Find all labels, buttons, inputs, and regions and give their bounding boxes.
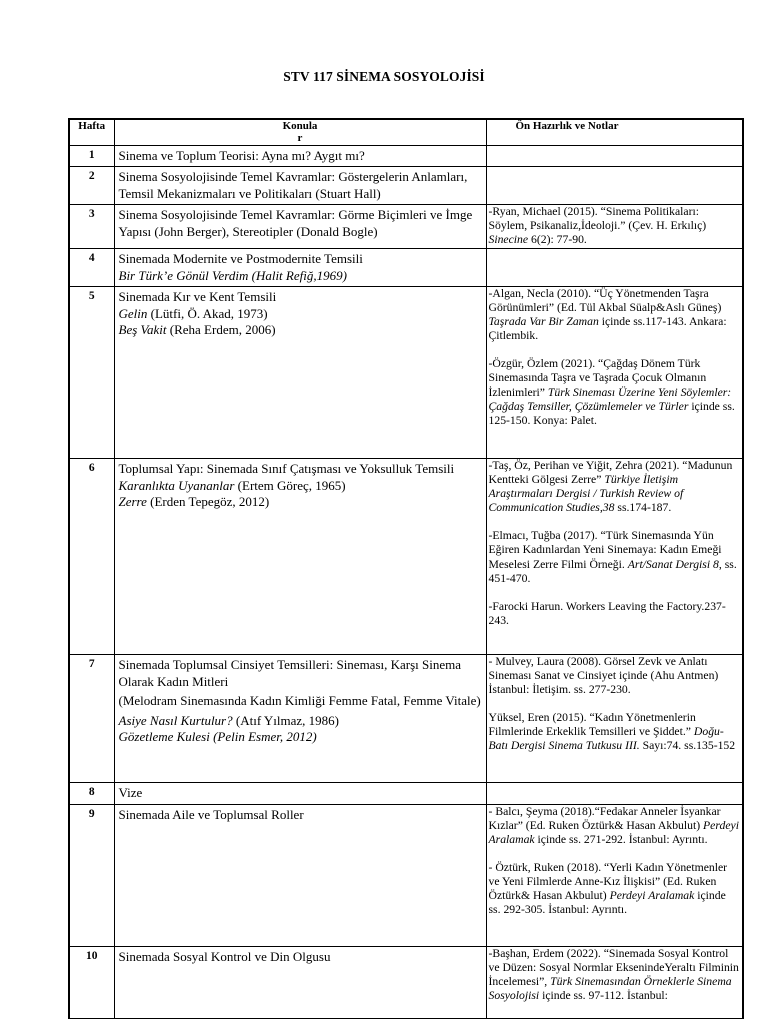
notes-cell (486, 946, 743, 1018)
topic-cell (114, 804, 486, 946)
document-title: STV 117 SİNEMA SOSYOLOJİSİ (283, 69, 485, 84)
film-entry: Gelin (Lütfi, Ö. Akad, 1973) (118, 305, 268, 321)
header-topics-line1: Konula (282, 120, 318, 132)
film-title: Bir Türk’e Gönül Verdim (Halit Refiğ,1969) (118, 267, 347, 283)
table-row (69, 249, 743, 287)
topic-text: Sinema Sosyolojisinde Temel Kavramlar: Göstergelerin Anlamları, Temsil Mekanizmaları ve Politikaları (Stuart Hall) (118, 169, 468, 201)
table-row (69, 783, 743, 805)
reference: - Balcı, Şeyma (2018).“Fedakar Anneler İsyankar Kızlar” (Ed. Ruken Öztürk& Hasan Akbulut) Perdeyi Aralamak içinde ss. 271-292. İstanbul: Ayrıntı. (488, 804, 739, 846)
topic-text: Sinemada Toplumsal Cinsiyet Temsilleri: Sineması, Karşı Sinema Olarak Kadın Mitleri (118, 657, 462, 689)
table-row (69, 145, 743, 167)
reference: Yüksel, Eren (2015). “Kadın Yönetmenlerin Filmlerinde Erkeklik Temsilleri ve Şiddet.” Doğu-Batı Dergisi Sinema Tutkusu III. Sayı:74. ss.135-152 (488, 711, 736, 753)
week-number: 3 (69, 205, 114, 249)
reference: - Mulvey, Laura (2008). Görsel Zevk ve Anlatı Sineması Sanat ve Cinsiyet içinde (Ahu Antmen) İstanbul: İletişim. ss. 277-230. (488, 655, 719, 697)
table-row (69, 167, 743, 205)
topic-cell (114, 783, 486, 805)
notes-cell (486, 783, 743, 805)
film-title: Gözetleme Kulesi (Pelin Esmer, 2012) (118, 729, 317, 744)
reference: -Ryan, Michael (2015). “Sinema Politikaları: Söylem, Psikanaliz,İdeoloji.” (Çev. H. Erkılıç) Sinecine 6(2): 77-90. (488, 205, 707, 247)
topic-text: Sinemada Kır ve Kent Temsili (118, 289, 277, 304)
notes-cell (486, 655, 743, 783)
notes-cell (486, 205, 743, 249)
reference: -Özgür, Özlem (2021). “Çağdaş Dönem Türk Sinemasında Taşra ve Taşrada Çocuk Olmanın İzlenimleri” Türk Sineması Üzerine Yeni Söylemler: Çağdaş Temsiller, Çözümlemeler ve Türler içinde ss. 125-150. Konya: Palet. (488, 357, 735, 427)
topic-text: Sinemada Modernite ve Postmodernite Temsili (118, 251, 363, 266)
header-topics (114, 119, 486, 145)
reference: -Elmacı, Tuğba (2017). “Türk Sinemasında Yün Eğiren Kadınlardan Yeni Sinemaya: Kadın Emeği Meselesi Zerre Filmi Örneği. Art/Sanat Dergisi 8, ss. 451-470. (488, 529, 737, 585)
table-row (69, 459, 743, 655)
reference: - Öztürk, Ruken (2018). “Yerli Kadın Yönetmenler ve Yeni Filmlerde Anne-Kız İlişkisi” (Ed. Ruken Öztürk& Hasan Akbulut) Perdeyi Aralamak içinde ss. 292-305. İstanbul: Ayrıntı. (488, 860, 728, 917)
topic-cell (114, 459, 486, 655)
week-number: 8 (69, 783, 114, 805)
topic-subtext: (Melodram Sinemasında Kadın Kimliği Femme Fatal, Femme Vitale) (118, 693, 481, 708)
topic-text: Sinemada Sosyal Kontrol ve Din Olgusu (118, 948, 331, 964)
film-entry: Beş Vakit (Reha Erdem, 2006) (118, 322, 276, 337)
table-row (69, 655, 743, 783)
notes-cell (486, 167, 743, 205)
week-number: 2 (69, 167, 114, 205)
reference: -Farocki Harun. Workers Leaving the Factory.237-243. (488, 599, 726, 627)
topic-cell (114, 655, 486, 783)
reference: -Taş, Öz, Perihan ve Yiğit, Zehra (2021). “Madunun Kentteki Gölgesi Zerre” Türkiye İletişim Araştırmaları Dergisi / Turkish Review of Communication Studies,38 ss.174-187. (488, 459, 733, 515)
header-notes: Ön Hazırlık ve Notlar (486, 119, 743, 145)
reference: -Algan, Necla (2010). “Üç Yönetmenden Taşra Görünümleri” (Ed. Tül Akbal Süalp&Aslı Güneş) Taşrada Var Bir Zaman içinde ss.117-143. Ankara: Çitlembik. (488, 287, 727, 343)
notes-cell (486, 249, 743, 287)
topic-cell (114, 167, 486, 205)
week-number: 9 (69, 804, 114, 946)
header-week: Hafta (69, 119, 114, 145)
table-row (69, 287, 743, 459)
topic-cell (114, 287, 486, 459)
topic-text: Sinema ve Toplum Teorisi: Ayna mı? Aygıt mı? (118, 147, 365, 163)
topic-cell (114, 249, 486, 287)
film-entry: Asiye Nasıl Kurtulur? (Atıf Yılmaz, 1986) (118, 712, 340, 728)
syllabus-table (68, 118, 744, 1019)
film-entry: Zerre (Erden Tepegöz, 2012) (118, 494, 270, 509)
week-number: 7 (69, 655, 114, 783)
week-number: 4 (69, 249, 114, 287)
topic-cell (114, 145, 486, 167)
topic-text: Sinema Sosyolojisinde Temel Kavramlar: Görme Biçimleri ve İmge Yapısı (John Berger), Stereotipler (Donald Bogle) (118, 207, 473, 239)
table-row (69, 804, 743, 946)
topic-cell (114, 946, 486, 1018)
notes-cell (486, 459, 743, 655)
table-header-row (69, 119, 743, 145)
notes-cell (486, 804, 743, 946)
week-number: 1 (69, 145, 114, 167)
table-row (69, 205, 743, 249)
notes-cell (486, 287, 743, 459)
header-topics-line2: r (297, 132, 303, 144)
topic-text: Vize (118, 785, 143, 800)
topic-cell (114, 205, 486, 249)
week-number: 5 (69, 287, 114, 459)
table-row (69, 946, 743, 1018)
topic-text: Toplumsal Yapı: Sinemada Sınıf Çatışması ve Yoksulluk Temsili (118, 461, 455, 476)
week-number: 6 (69, 459, 114, 655)
topic-text: Sinemada Aile ve Toplumsal Roller (118, 806, 304, 822)
reference: -Başhan, Erdem (2022). “Sinemada Sosyal Kontrol ve Düzen: Sosyal Normlar EksenindeYeraltı Filminin İncelemesi”, Türk Sinemasından Örneklerle Sinema Sosyolojisi içinde ss. 97-112. İstanbul: (488, 946, 739, 1002)
week-number: 10 (69, 946, 114, 1018)
notes-cell (486, 145, 743, 167)
film-entry: Karanlıkta Uyananlar (Ertem Göreç, 1965) (118, 477, 346, 493)
